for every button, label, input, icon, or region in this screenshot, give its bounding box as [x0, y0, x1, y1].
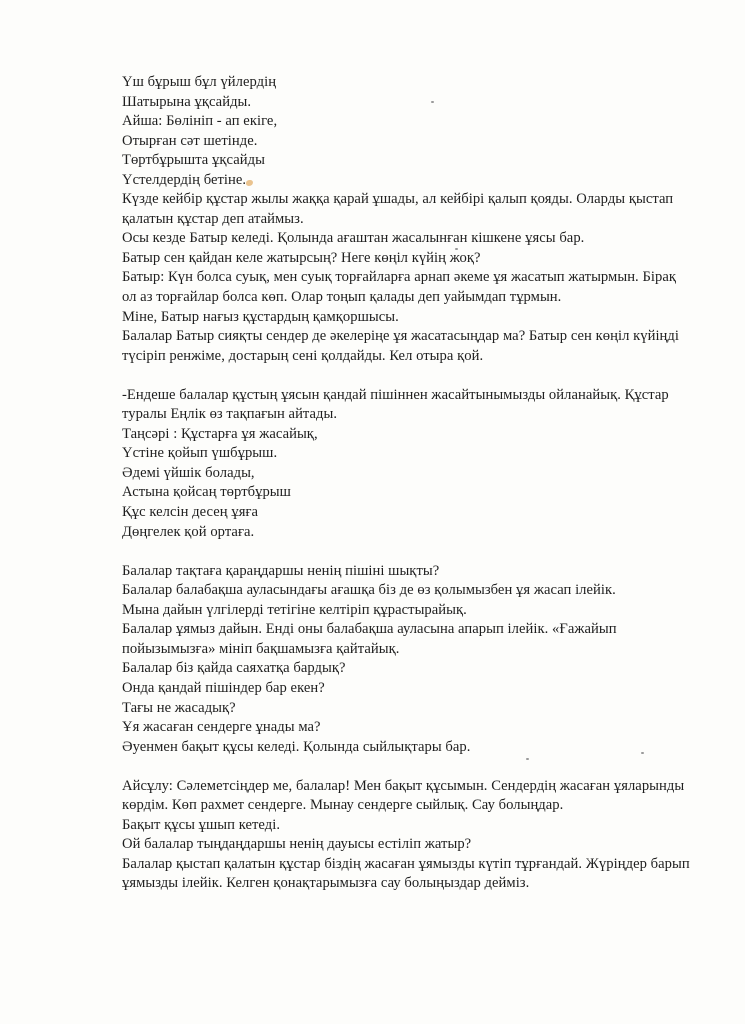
text-line: -Ендеше балалар құстың ұясын қандай пішіннен жасайтынымызды ойланайық. Құстар — [122, 386, 669, 403]
text-line: Онда қандай пішіндер бар екен? — [122, 679, 325, 696]
text-line: түсіріп ренжіме, достарың сені қолдайды. Кел отыра қой. — [122, 347, 484, 364]
text-line: Балалар біз қайда саяхатқа бардық? — [122, 660, 346, 677]
text-line: Міне, Батыр нағыз құстардың қамқоршысы. — [122, 308, 399, 325]
text-line: Төртбұрышта ұқсайды — [122, 152, 265, 169]
text-line: Балалар балабақша ауласындағы ағашқа біз де өз қолымызбен ұя жасап ілейік. — [122, 582, 616, 599]
text-line: Балалар ұямыз дайын. Енді оны балабақша ауласына апарып ілейік. «Ғажайып — [122, 621, 617, 638]
text-line: Дөңгелек қой ортаға. — [122, 523, 255, 540]
document-body — [122, 73, 722, 894]
text-line: Балалар тақтаға қараңдаршы ненің пішіні шықты? — [122, 562, 440, 579]
text-line: Бақыт құсы ұшып кетеді. — [122, 816, 281, 833]
text-line: Үстелдердің бетіне. — [122, 171, 247, 188]
text-line: Айсұлу: Сәлеметсіңдер ме, балалар! Мен бақыт құсымын. Сендердің жасаған ұяларынды — [122, 777, 685, 794]
text-line: ол аз торғайлар болса көп. Олар тоңып қалады деп уайымдап тұрмын. — [122, 289, 562, 306]
text-line: пойызымызға» мініп бақшамызға қайтайық. — [122, 640, 400, 657]
text-line: Ой балалар тыңдаңдаршы ненің дауысы естіліп жатыр? — [122, 836, 472, 853]
text-line: Айша: Бөлініп - ап екіге, — [122, 113, 278, 130]
text-line: Батыр: Күн болса суық, мен суық торғайларға арнап әкеме ұя жасатып жатырмын. Бірақ — [122, 269, 677, 286]
text-line: Құс келсін десең ұяға — [122, 504, 259, 521]
paragraph-gap — [122, 366, 722, 386]
text-line: Мына дайын үлгілерді тетігіне келтіріп құрастырайық. — [122, 601, 467, 618]
text-line: Күзде кейбір құстар жылы жаққа қарай ұшады, ал кейбірі қалып қояды. Оларды қыстап — [122, 191, 674, 208]
text-line: туралы Еңлік өз тақпағын айтады. — [122, 406, 338, 423]
text-line: Балалар Батыр сияқты сендер де әкелеріңе ұя жасатасыңдар ма? Батыр сен көңіл күйіңді — [122, 328, 679, 345]
text-line: Ұя жасаған сендерге ұнады ма? — [122, 719, 321, 736]
paragraph-gap — [122, 757, 722, 777]
text-line: Осы кезде Батыр келеді. Қолында ағаштан жасалынған кішкене ұясы бар. — [122, 230, 585, 247]
text-line: көрдім. Көп рахмет сендерге. Мынау сендерге сыйлық. Сау болыңдар. — [122, 797, 564, 814]
text-line: Үш бұрыш бұл үйлердің — [122, 74, 277, 90]
text-line: Таңсәрі : Құстарға ұя жасайық, — [122, 425, 318, 442]
text-line: Отырған сәт шетінде. — [122, 132, 258, 149]
paragraph-gap — [122, 542, 722, 562]
text-line: Әдемі үйшік болады, — [122, 464, 255, 481]
text-line: Үстіне қойып үшбұрыш. — [122, 445, 278, 462]
text-line: Батыр сен қайдан келе жатырсың? Неге көңіл күйің жоқ? — [122, 249, 481, 266]
text-line: Астына қойсаң төртбұрыш — [122, 484, 291, 501]
text-line: Балалар қыстап қалатын құстар біздің жасаған ұямызды күтіп тұрғандай. Жүріңдер барып — [122, 855, 690, 872]
text-line: қалатын құстар деп атаймыз. — [122, 210, 304, 227]
text-line: Әуенмен бақыт құсы келеді. Қолында сыйлықтары бар. — [122, 738, 471, 755]
text-line: Шатырына ұқсайды. — [122, 93, 252, 110]
text-line: ұямызды ілейік. Келген қонақтарымызға сау болыңыздар дейміз. — [122, 875, 530, 892]
text-line: Тағы не жасадық? — [122, 699, 236, 716]
